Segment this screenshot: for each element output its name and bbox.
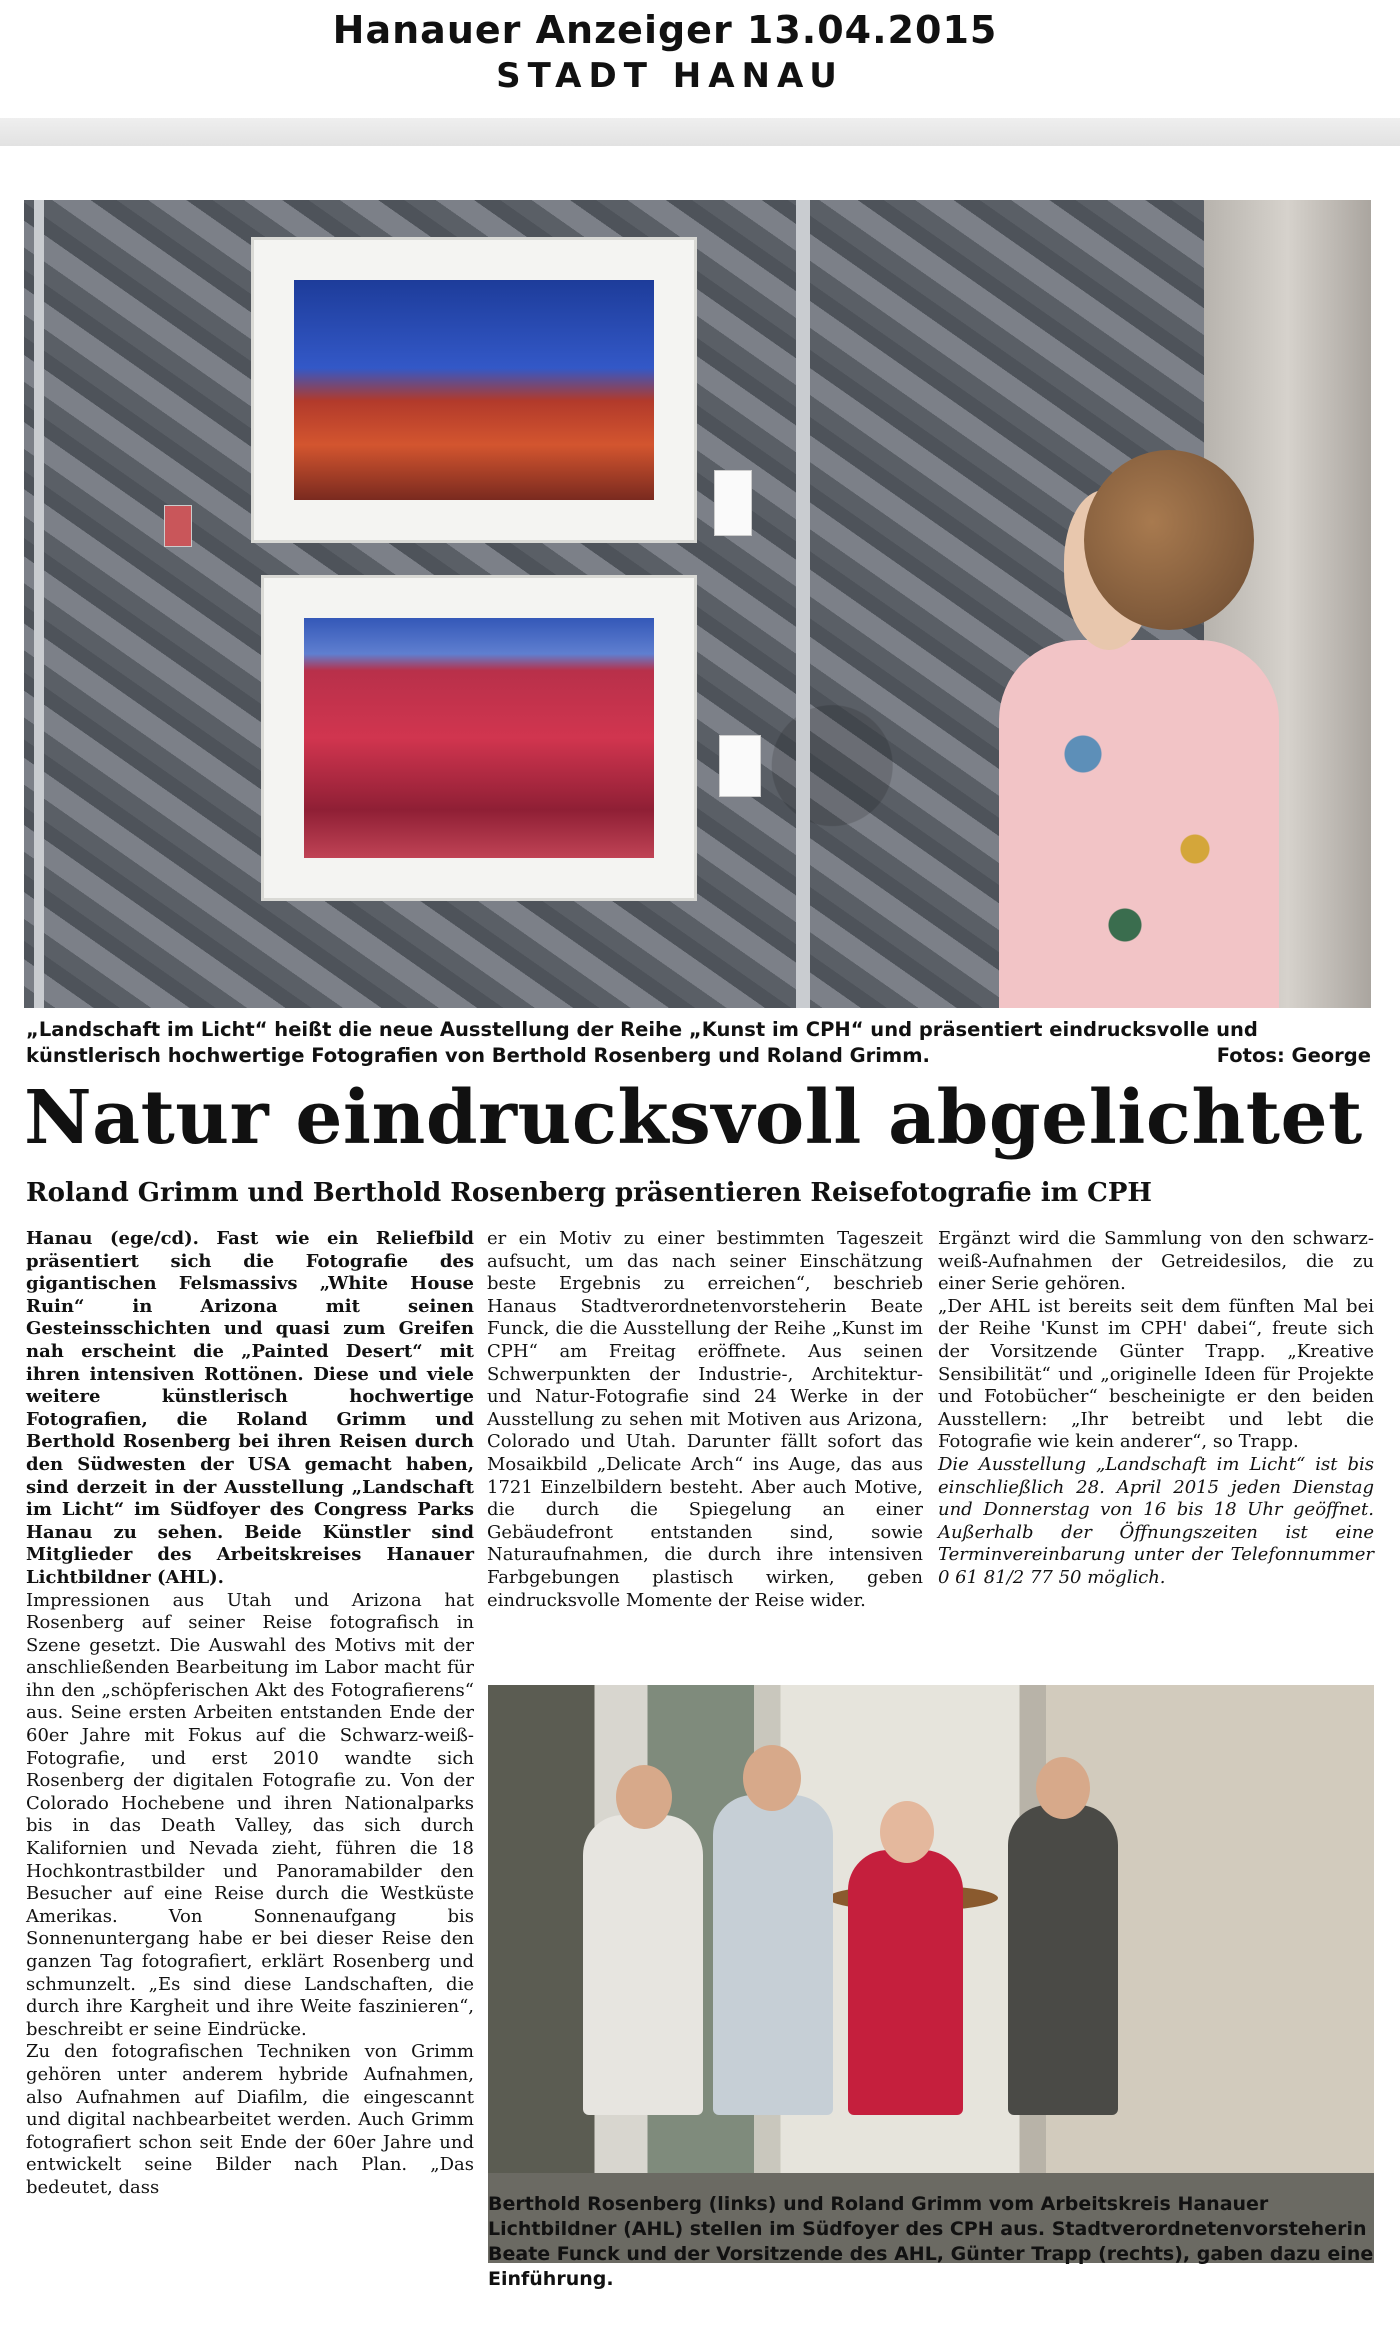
framed-photo-white-house-ruin	[254, 240, 694, 540]
person-roland-grimm	[713, 1795, 833, 2115]
article-body-2: er ein Motiv zu einer bestimmten Tageszeit aufsucht, um das nach seiner Einschätzung beste Ergebnis zu erreichen“, beschrieb Hanaus Stadtverordnetenvorsteherin Beate Funck, die die Ausstellung der Reihe „Kunst im CPH“ am Freitag eröffnete. Aus seinen Schwerpunkten der Industrie-, Architektur- und Natur-Fotografie sind 24 Werke in der Ausstellung zu sehen mit Motiven aus Arizona, Colorado und Utah. Darunter fällt sofort das Mosaikbild „Delicate Arch“ ins Auge, das aus 1721 Einzelbildern besteht. Aber auch Motive, die durch die Spiegelung an einer Gebäudefront entstanden sind, sowie Naturaufnahmen, die durch ihre intensiven Farbgebungen plastisch wirken, geben eindrucksvolle Momente der Reise wider.	[487, 1228, 923, 1611]
person-berthold-rosenberg	[583, 1815, 703, 2115]
photo-credit: Fotos: George	[1216, 1044, 1371, 1067]
article-body-3: Ergänzt wird die Sammlung von den schwarz-weiß-Aufnahmen der Getreidesilos, die zu einer Serie gehören. „Der AHL ist bereits seit dem fünften Mal bei der Reihe 'Kunst im CPH' dabei“, freute sich der Vorsitzende Günter Trapp. „Kreative Sensibilität“ und „originelle Ideen für Projekte und Fotobücher“ bescheinigte er den beiden Ausstellern: „Ihr betreibt und lebt die Fotografie wie kein anderer“, so Trapp.	[938, 1228, 1374, 1453]
art-painted-desert	[304, 618, 654, 858]
header-band	[0, 118, 1400, 146]
publication-title: Hanauer Anzeiger 13.04.2015	[332, 8, 998, 52]
visitor-woman-hair	[1084, 450, 1254, 630]
head	[616, 1765, 672, 1829]
head	[880, 1801, 934, 1863]
section-title: STADT HANAU	[496, 56, 844, 96]
article-column-3	[938, 1228, 1374, 1590]
article-lead: Hanau (ege/cd). Fast wie ein Reliefbild präsentiert sich die Fotografie des gigantischen Felsmassivs „White House Ruin“ in Arizona mit seinen Gesteinsschichten und quasi zum Greifen nah erscheint die „Painted Desert“ mit ihren intensiven Rottönen. Diese und viele weitere künstlerisch hochwertige Fotografien, die Roland Grimm und Berthold Rosenberg bei ihren Reisen durch den Südwesten der USA gemacht haben, sind derzeit in der Ausstellung „Landschaft im Licht“ im Südfoyer des Congress Parks Hanau zu sehen. Beide Künstler sind Mitglieder des Arbeitskreises Hanauer Lichtbildner (AHL).	[26, 1228, 474, 1588]
visitor-woman-dress	[999, 640, 1279, 1008]
article-subheadline: Roland Grimm und Berthold Rosenberg präsentieren Reisefotografie im CPH	[26, 1178, 1152, 1208]
exhibition-info: Die Ausstellung „Landschaft im Licht“ ist bis einschließlich 28. April 2015 jeden Dienstag und Donnerstag von 16 bis 18 Uhr geöffnet. Außerhalb der Öffnungszeiten ist eine Terminvereinbarung unter der Telefonnummer 0 61 81/2 77 50 möglich.	[938, 1453, 1374, 1588]
bottom-photo-caption: Berthold Rosenberg (links) und Roland Grimm vom Arbeitskreis Hanauer Lichtbildner (AHL) stellen im Südfoyer des CPH aus. Stadtverordnetenvorsteherin Beate Funck und der Vorsitzende des AHL, Günter Trapp (rechts), gaben dazu eine Einführung.	[488, 2193, 1374, 2290]
artwork-label-card	[719, 735, 761, 797]
head	[743, 1745, 801, 1811]
art-white-house-ruin	[294, 280, 654, 500]
artists-photo	[488, 1685, 1374, 2263]
person-guenter-trapp	[1008, 1805, 1118, 2115]
wall-sign	[164, 505, 192, 547]
framed-photo-painted-desert	[264, 578, 694, 898]
glass-rail-left	[34, 200, 44, 1008]
exhibition-photo	[24, 200, 1371, 1008]
top-caption-text: „Landschaft im Licht“ heißt die neue Ausstellung der Reihe „Kunst im CPH“ und präsentiert eindrucksvolle und künstlerisch hochwertige Fotografien von Berthold Rosenberg und Roland Grimm.	[26, 1018, 1258, 1067]
article-body-1: Impressionen aus Utah und Arizona hat Rosenberg auf seiner Reise fotografisch in Szene gesetzt. Die Auswahl des Motivs mit der anschließenden Bearbeitung im Labor macht für ihn den „schöpferischen Akt des Fotografierens“ aus. Seine ersten Arbeiten entstanden Ende der 60er Jahre mit Fokus auf die Schwarz-weiß-Fotografie, und erst 2010 wandte sich Rosenberg der digitalen Fotografie zu. Von der Colorado Hochebene und ihren Nationalparks bis in das Death Valley, das sich durch Kalifornien und Nevada zieht, führen die 18 Hochkontrastbilder und Panoramabilder den Besucher auf eine Reise durch die Westküste Amerikas. Von Sonnenaufgang bis Sonnenuntergang habe er bei dieser Reise den ganzen Tag fotografiert, erklärt Rosenberg und schmunzelt. „Es sind diese Landschaften, die durch ihre Kargheit und ihre Weite faszinieren“, beschreibt er seine Eindrücke. Zu den fotografischen Techniken von Grimm gehören unter anderem hybride Aufnahmen, also Aufnahmen auf Diafilm, die eingescannt und digital nachbearbeitet werden. Auch Grimm fotografiert schon seit Ende der 60er Jahre und entwickelt seine Bilder nach Plan. „Das bedeutet, dass	[26, 1589, 474, 2198]
article-column-2	[487, 1228, 923, 1612]
glass-rail-post	[796, 200, 810, 1008]
article-headline: Natur eindrucksvoll abgelichtet	[24, 1075, 1363, 1161]
head	[1036, 1757, 1090, 1819]
artwork-label-card	[714, 470, 752, 536]
top-photo-caption	[26, 1017, 1371, 1069]
article-column-1	[26, 1228, 474, 2200]
person-beate-funck	[848, 1850, 963, 2115]
